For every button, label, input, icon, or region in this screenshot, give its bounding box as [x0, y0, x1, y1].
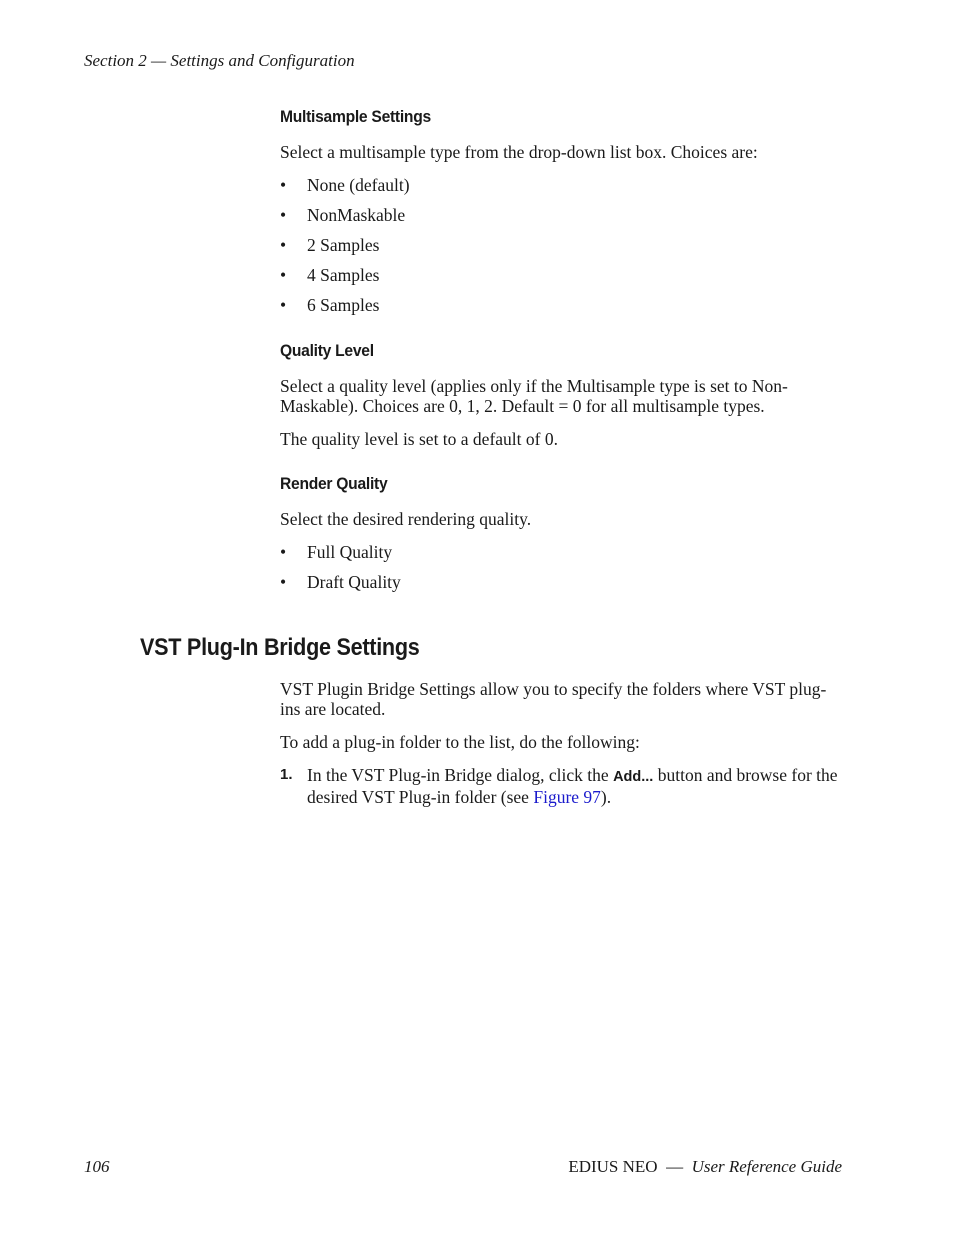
list-item: • Draft Quality — [280, 572, 401, 592]
page-number: 106 — [84, 1157, 110, 1176]
list-item: • 6 Samples — [280, 295, 380, 315]
render-quality-options-list — [280, 542, 840, 602]
quality-level-section — [280, 341, 840, 449]
render-quality-intro: Select the desired rendering quality. — [280, 509, 532, 529]
list-item: • 2 Samples — [280, 235, 380, 255]
bullet-icon: • — [280, 205, 287, 225]
footer-separator: — — [666, 1157, 684, 1176]
bullet-icon: • — [280, 542, 287, 562]
bullet-icon: • — [280, 572, 287, 592]
quality-level-heading: Quality Level — [280, 341, 374, 360]
render-quality-section — [280, 474, 840, 602]
add-button-label: Add... — [613, 769, 654, 785]
multisample-intro: Select a multisample type from the drop-down list box. Choices are: — [280, 142, 758, 162]
guide-title: User Reference Guide — [691, 1157, 842, 1176]
list-item: • None (default) — [280, 175, 410, 195]
bullet-icon: • — [280, 235, 287, 255]
quality-level-description: Select a quality level (applies only if the Multisample type is set to Non-Maskable). Choices are 0, 1, 2. Default = 0 for all multisample types. — [280, 376, 788, 416]
product-name: EDIUS NEO — [568, 1157, 658, 1176]
list-item: • Full Quality — [280, 542, 393, 562]
list-item: • 4 Samples — [280, 265, 380, 285]
step-1: 1. In the VST Plug-in Bridge dialog, click the Add... button and browse for the desired VST Plug-in folder (see Figure 97). — [280, 765, 838, 807]
running-header: Section 2 — Settings and Configuration — [84, 51, 355, 70]
multisample-section — [280, 107, 840, 325]
multisample-options-list — [280, 175, 840, 325]
vst-section-heading: VST Plug-In Bridge Settings — [140, 634, 420, 661]
render-quality-heading: Render Quality — [280, 474, 388, 493]
bullet-icon: • — [280, 265, 287, 285]
bullet-icon: • — [280, 295, 287, 315]
quality-level-default-note: The quality level is set to a default of 0. — [280, 429, 558, 449]
figure-97-link[interactable]: Figure 97 — [533, 787, 601, 807]
running-footer — [568, 1157, 842, 1177]
multisample-heading: Multisample Settings — [280, 107, 431, 126]
bullet-icon: • — [280, 175, 287, 195]
vst-description: VST Plugin Bridge Settings allow you to specify the folders where VST plug-ins are located. — [280, 679, 827, 719]
vst-section-body — [280, 679, 840, 807]
vst-instructions-intro: To add a plug-in folder to the list, do the following: — [280, 732, 640, 752]
step-number: 1. — [280, 766, 293, 783]
list-item: • NonMaskable — [280, 205, 406, 225]
